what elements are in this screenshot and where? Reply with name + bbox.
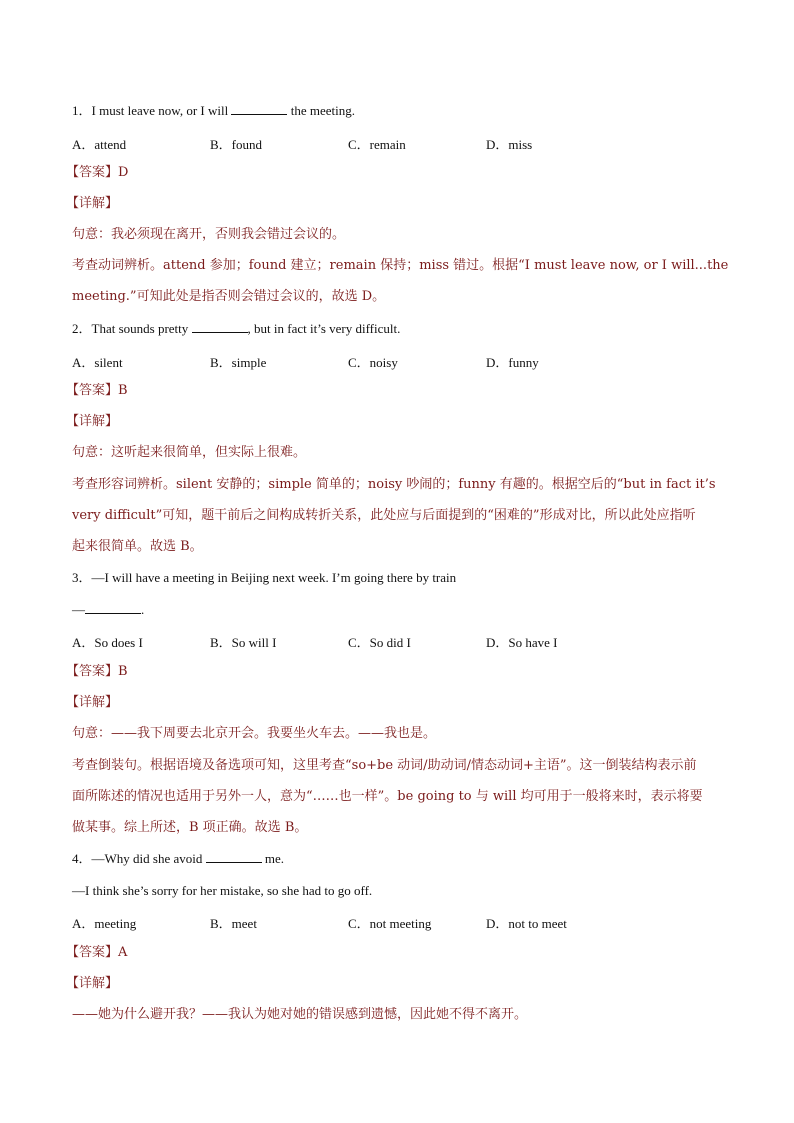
option-c: C．noisy (348, 355, 398, 370)
explanation-line: ——她为什么避开我？——我认为她对她的错误感到遗憾，因此她不得不离开。 (72, 1007, 528, 1022)
stem-text: I must leave now, or I will (91, 103, 232, 118)
answer-blank (192, 320, 248, 333)
explanation-line: 句意：——我下周要去北京开会。我要坐火车去。——我也是。 (72, 726, 437, 741)
option-a: A．meeting (72, 916, 137, 931)
detail-label: 【详解】 (66, 695, 119, 710)
stem-text: , but in fact it’s very difficult. (247, 321, 401, 336)
question-4-stem-line2: —I think she’s sorry for her mistake, so she had to go off. (72, 883, 373, 898)
explanation-line: very difficult”可知，题干前后之间构成转折关系，此处应与后面提到的“困难的”形成对比，所以此处应指听 (72, 508, 696, 523)
explanation-line: 句意：我必须现在离开，否则我会错过会议的。 (72, 227, 346, 242)
option-b: B．found (210, 137, 263, 152)
answer-blank (85, 601, 141, 614)
option-b: B．meet (210, 916, 257, 931)
option-d: D．So have I (486, 635, 558, 650)
question-number: 3 (72, 570, 79, 585)
option-c: C．remain (348, 137, 406, 152)
option-d: D．funny (486, 355, 539, 370)
explanation-line: 考查动词辨析。attend 参加；found 建立；remain 保持；miss 错过。根据“I must leave now, or I will...the (72, 258, 729, 273)
question-number: 1 (72, 103, 79, 118)
option-d: D．not to meet (486, 916, 567, 931)
answer-label: 【答案】B (66, 383, 128, 398)
explanation-line: 起来很简单。故选 B。 (72, 539, 203, 554)
question-number: 2 (72, 321, 79, 336)
answer-label: 【答案】D (66, 165, 129, 180)
stem-text: That sounds pretty (91, 321, 192, 336)
option-b: B．simple (210, 355, 267, 370)
question-4-stem: 4．—Why did she avoid me. (72, 851, 284, 866)
detail-label: 【详解】 (66, 196, 119, 211)
detail-label: 【详解】 (66, 414, 119, 429)
stem-text: me. (261, 851, 284, 866)
option-a: A．attend (72, 137, 127, 152)
answer-blank (231, 102, 287, 115)
stem-text: —Why did she avoid (91, 851, 206, 866)
explanation-line: 面所陈述的情况也适用于另外一人，意为“……也一样”。be going to 与 will 均可用于一般将来时，表示将要 (72, 789, 703, 804)
detail-label: 【详解】 (66, 976, 119, 991)
answer-blank (206, 850, 262, 863)
option-c: C．not meeting (348, 916, 432, 931)
option-b: B．So will I (210, 635, 277, 650)
question-3-stem: 3．—I will have a meeting in Beijing next week. I’m going there by train (72, 570, 457, 585)
explanation-line: 考查倒装句。根据语境及备选项可知，这里考查“so+be 动词/助动词/情态动词+主语”。这一倒装结构表示前 (72, 758, 697, 773)
option-a: A．So does I (72, 635, 143, 650)
answer-label: 【答案】B (66, 664, 128, 679)
explanation-line: 做某事。综上所述，B 项正确。故选 B。 (72, 820, 308, 835)
explanation-line: meeting.”可知此处是指否则会错过会议的，故选 D。 (72, 289, 386, 304)
question-2-stem: 2．That sounds pretty , but in fact it’s very difficult. (72, 321, 401, 336)
option-a: A．silent (72, 355, 123, 370)
stem-text: — (72, 602, 85, 617)
option-d: D．miss (486, 137, 533, 152)
explanation-line: 句意：这听起来很简单，但实际上很难。 (72, 445, 307, 460)
question-1-stem: 1．I must leave now, or I will the meeting. (72, 103, 355, 118)
option-c: C．So did I (348, 635, 411, 650)
stem-text: —I will have a meeting in Beijing next week. I’m going there by train (91, 570, 457, 585)
question-3-stem-line2 (72, 601, 732, 619)
explanation-line: 考查形容词辨析。silent 安静的；simple 简单的；noisy 吵闹的；funny 有趣的。根据空后的“but in fact it’s (72, 477, 716, 492)
stem-text: . (141, 602, 145, 617)
answer-label: 【答案】A (66, 945, 128, 960)
stem-text: the meeting. (287, 103, 355, 118)
question-number: 4 (72, 851, 79, 866)
